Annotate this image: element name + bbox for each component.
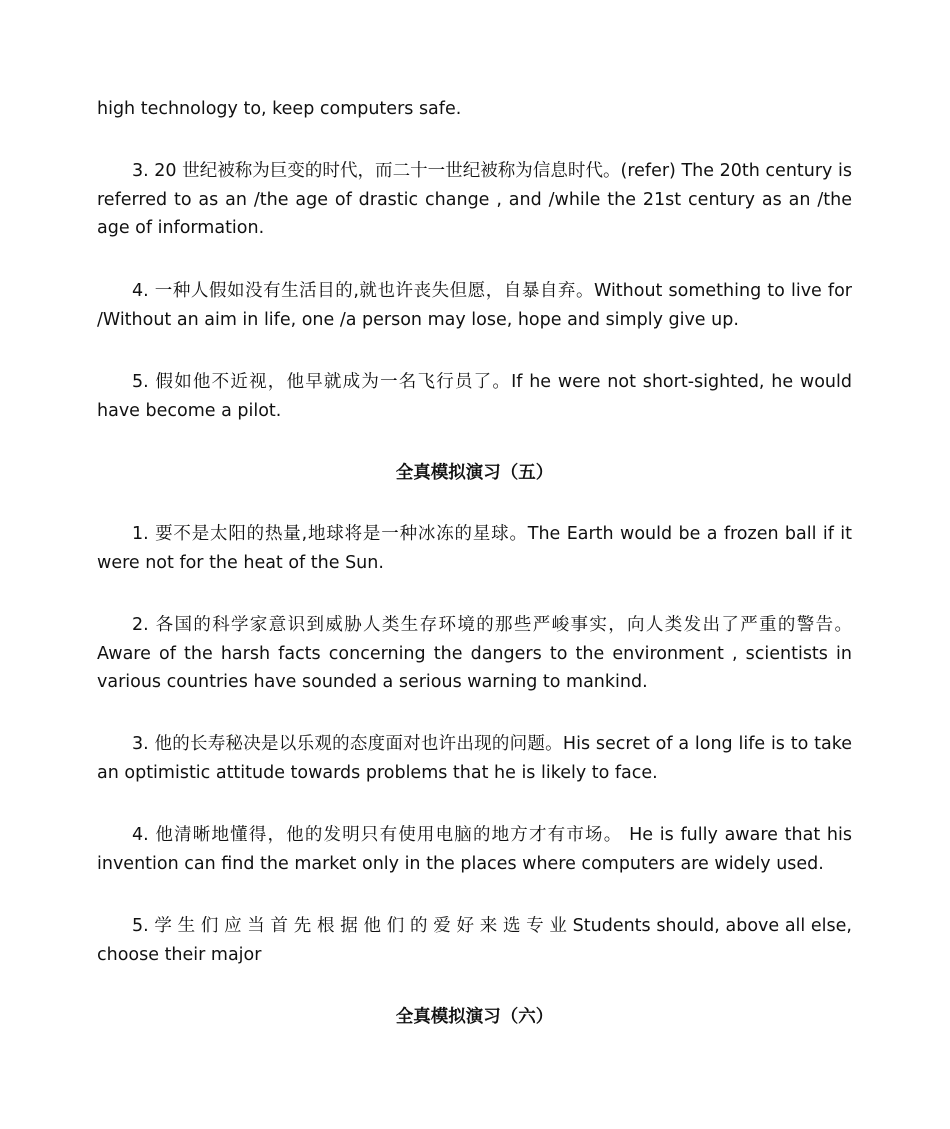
section5-item-2: 2. 各国的科学家意识到威胁人类生存环境的那些严峻事实，向人类发出了严重的警告。Aware of the harsh facts concerning the dangers to the environment , scientists in various countries have sounded a serious warning to mankind.: [97, 615, 852, 692]
paragraph-continuation: high technology to, keep computers safe.: [97, 99, 462, 119]
paragraph-item-3: 3. 20 世纪被称为巨变的时代，而二十一世纪被称为信息时代。(refer) The 20th century is referred to as an /the age of drastic change , and /while the 21st century as an /the age of information.: [97, 161, 852, 238]
section-heading-6: 全真模拟演习（六）: [395, 1007, 554, 1027]
section5-item-5: 5. 学 生 们 应 当 首 先 根 据 他 们 的 爱 好 来 选 专 业 Students should, above all else, choose their major: [97, 916, 852, 965]
paragraph-item-5: 5. 假如他不近视，他早就成为一名飞行员了。If he were not short-sighted, he would have become a pilot.: [97, 372, 852, 421]
paragraph-item-4: 4. 一种人假如没有生活目的,就也许丧失但愿，自暴自弃。Without something to live for /Without an aim in life, one /a person may lose, hope and simply give up.: [97, 281, 852, 330]
section5-item-1: 1. 要不是太阳的热量,地球将是一种冰冻的星球。The Earth would be a frozen ball if it were not for the heat of the Sun.: [97, 524, 852, 573]
section-heading-5: 全真模拟演习（五）: [395, 463, 554, 483]
section5-item-3: 3. 他的长寿秘决是以乐观的态度面对也许出现的问题。His secret of a long life is to take an optimistic attitude towards problems that he is likely to face.: [97, 734, 852, 783]
section5-item-4: 4. 他清晰地懂得，他的发明只有使用电脑的地方才有市场。 He is fully aware that his invention can find the market only in the places where computers are widely used.: [97, 825, 852, 874]
